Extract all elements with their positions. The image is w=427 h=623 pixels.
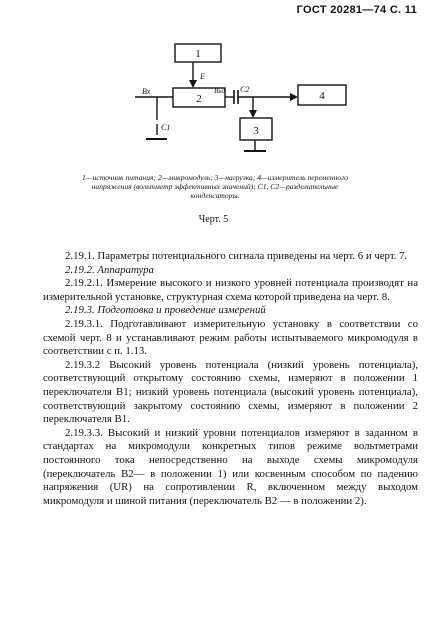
figure-title: Черт. 5 xyxy=(198,214,229,225)
body-text xyxy=(43,250,418,508)
block-4-label: 4 xyxy=(319,90,325,102)
block-2-label: 2 xyxy=(196,93,202,105)
label-output: Вых xyxy=(214,87,227,95)
paragraph: 2.19.3.2 Высокий уровень потенциала (низкий уровень потенциала), соответствующий открытому состоянию схемы, измеряют в положении 1 переключателя В1; низкий уровень потенциала (высокий уровень потенциала), соответствующий закрытому состоянию схемы, измеряют в положении 2 переключателя В1. xyxy=(43,358,418,426)
paragraph: 2.19.3.3. Высокий и низкий уровни потенциалов измеряют в заданном в стандартах на микромодули конкретных типов режиме вольтметрами постоянного тока непосредственно на выходе схемы микромодуля (переключатель В2— в положении 1) или косвенным способом по падению напряжения (UR) на сопротивлении R, включенном между выходом микромодуля и шиной питания (переключатель В2 — в положении 2). xyxy=(43,426,418,507)
label-input: Вх xyxy=(142,87,151,96)
label-e: E xyxy=(200,72,205,81)
figure-caption: 1—источник питания; 2—микромодуль; 3—нагрузка; 4—измеритель переменного напряжения (вольтметр эффективных значений); С1, С2—разделительные конденсаторы. xyxy=(82,173,348,200)
page-header: ГОСТ 20281—74 С. 11 xyxy=(296,4,417,16)
paragraph: 2.19.2. Аппаратура xyxy=(65,263,154,276)
paragraph: 2.19.3. Подготовка и проведение измерений xyxy=(65,304,266,317)
paragraph: 2.19.3.1. Подготавливают измерительную установку в соответствии со схемой черт. 8 и устанавливают режим работы испытываемого микромодуля в соответствии с п. 1.13. xyxy=(43,317,418,358)
paragraph: 2.19.2.1. Измерение высокого и низкого уровней потенциала производят на измерительной установке, структурная схема которой приведена на черт. 8. xyxy=(43,277,418,303)
circuit-diagram xyxy=(0,0,427,170)
paragraph: 2.19.1. Параметры потенциального сигнала приведены на черт. 6 и черт. 7. xyxy=(65,250,408,262)
label-c1: С1 xyxy=(161,123,171,132)
block-3-label: 3 xyxy=(253,125,259,137)
label-c2: С2 xyxy=(240,85,250,94)
block-1-label: 1 xyxy=(195,48,201,60)
